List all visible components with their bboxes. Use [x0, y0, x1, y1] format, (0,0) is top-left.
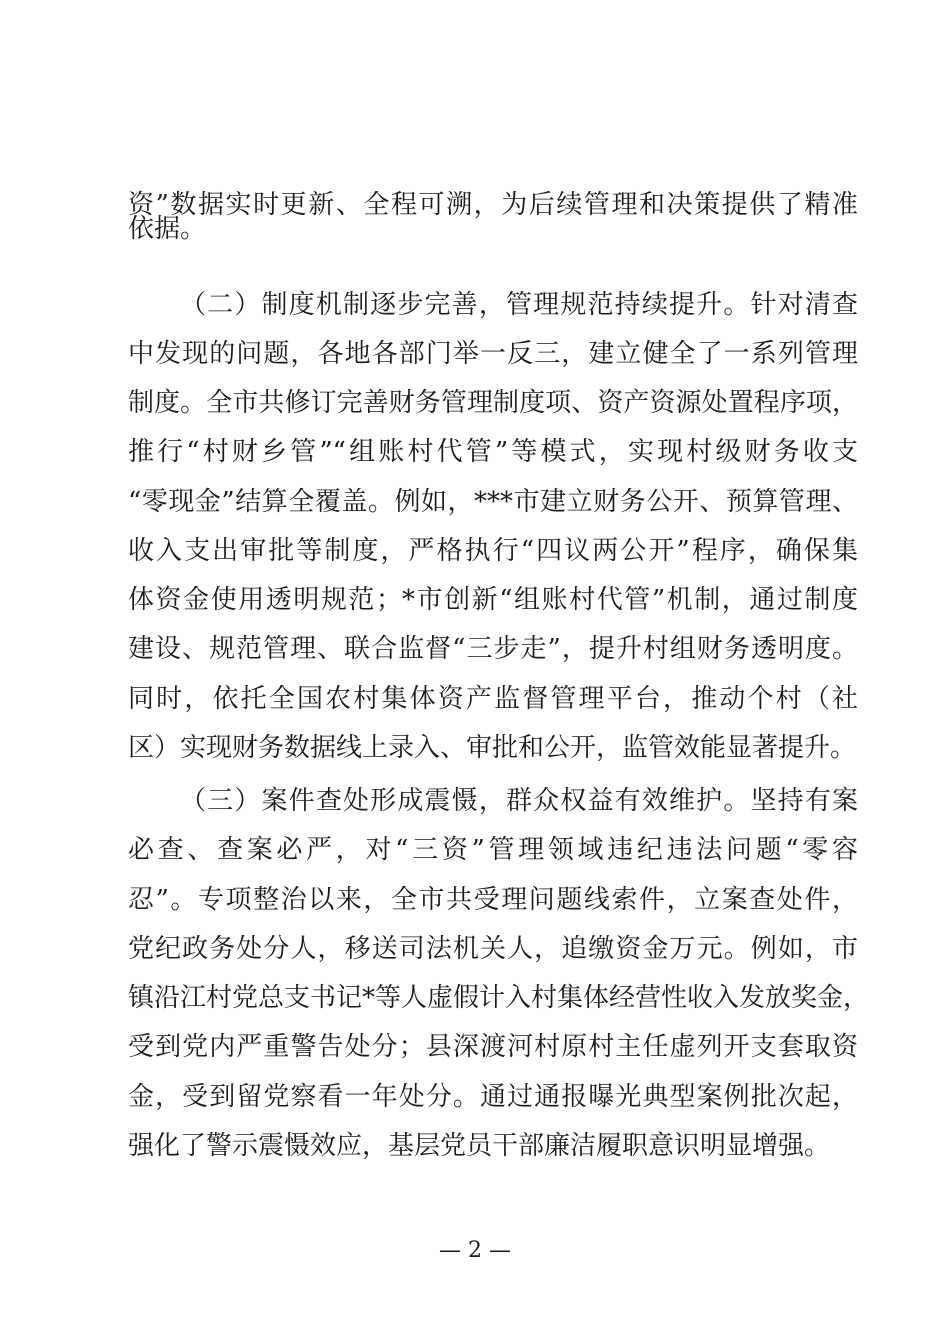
- text-line: 同时，依托全国农村集体资产监督管理平台，推动个村（社: [128, 684, 858, 714]
- text-line: 推行“村财乡管”“组账村代管”等模式，实现村级财务收支: [128, 437, 858, 467]
- text-line: 依据。: [128, 214, 207, 244]
- text-line: 制度。全市共修订完善财务管理制度项、资产资源处置程序项，: [128, 388, 858, 418]
- text-line: 建设、规范管理、联合监督“三步走”，提升村组财务透明度。: [128, 634, 858, 664]
- text-line: 忍”。专项整治以来，全市共受理问题线索件，立案查处件，: [128, 885, 858, 915]
- text-line: （二）制度机制逐步完善，管理规范持续提升。针对清查: [180, 290, 858, 320]
- text-line: 必查、查案必严，对“三资”管理领域违纪违法问题“零容: [128, 835, 858, 865]
- text-line: 受到党内严重警告处分；县深渡河村原村主任虚列开支套取资: [128, 1032, 858, 1062]
- text-line: “零现金”结算全覆盖。例如，***市建立财务公开、预算管理、: [128, 487, 858, 517]
- text-line: 金，受到留党察看一年处分。通过通报曝光典型案例批次起，: [128, 1082, 858, 1112]
- text-line: 强化了警示震慑效应，基层党员干部廉洁履职意识明显增强。: [128, 1131, 831, 1161]
- text-line: 中发现的问题，各地各部门举一反三，建立健全了一系列管理: [128, 339, 858, 369]
- text-line: 区）实现财务数据线上录入、审批和公开，监管效能显著提升。: [128, 733, 857, 763]
- text-line: 镇沿江村党总支书记*等人虚假计入村集体经营性收入发放奖金，: [128, 983, 870, 1013]
- text-line: （三）案件查处形成震慑，群众权益有效维护。坚持有案: [180, 786, 858, 816]
- text-line: 党纪政务处分人，移送司法机关人，追缴资金万元。例如，市: [128, 934, 858, 964]
- page-number: — 2 —: [439, 1238, 511, 1263]
- text-line: 资”数据实时更新、全程可溯，为后续管理和决策提供了精准: [128, 190, 858, 220]
- text-line: 收入支出审批等制度，严格执行“四议两公开”程序，确保集: [128, 536, 858, 566]
- text-line: 体资金使用透明规范；*市创新“组账村代管”机制，通过制度: [128, 585, 858, 615]
